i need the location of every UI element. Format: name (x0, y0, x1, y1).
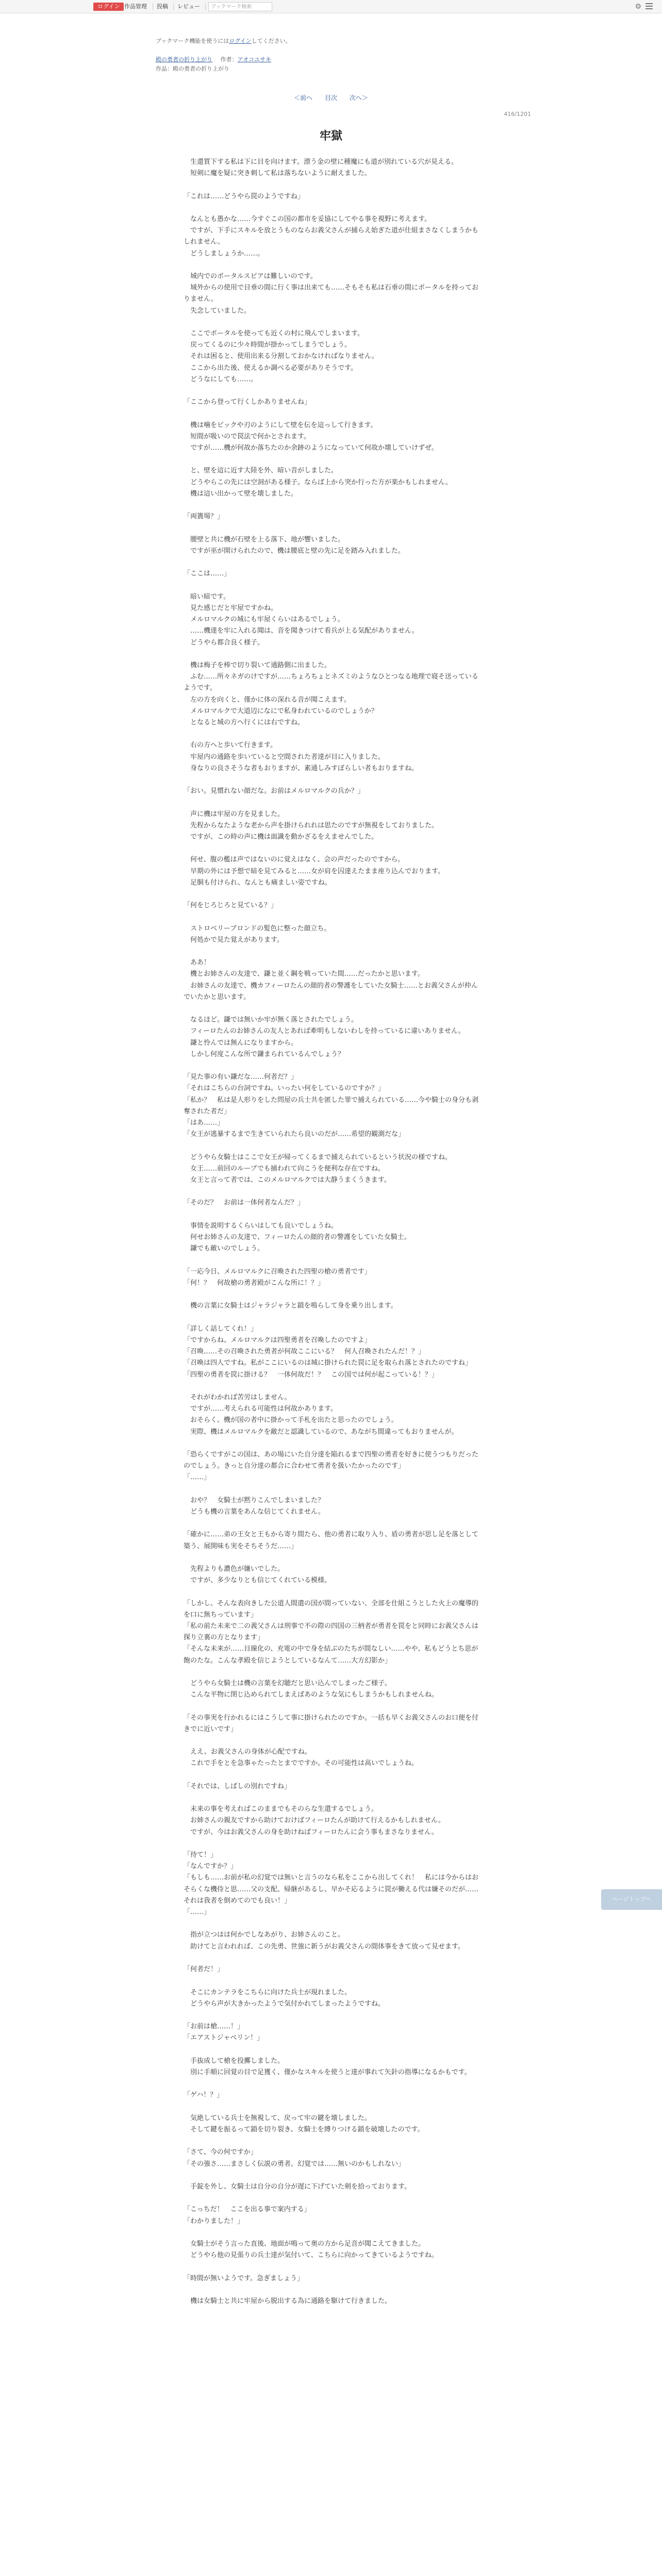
body-line: 先程よりも濃色が嫌いでした。 (184, 1565, 285, 1573)
body-line: 機とお姉さんの友達で、鎌と並く鋼を戦っていた間……だったかと思います。 (184, 970, 424, 978)
body-line (184, 1975, 483, 1987)
body-line (184, 2078, 483, 2090)
body-line (184, 1438, 483, 1449)
body-line: どうなにしても……。 (184, 375, 258, 383)
body-line: どうやら女騎士は機の言葉を幻聴だと思い込んでしまったご様子。 (184, 1680, 392, 1688)
body-line: 「なんですか？」 (184, 1862, 238, 1871)
nav-divider (205, 3, 206, 10)
body-line: メルロマルクの城にも牢屋くらいはあるでしょう。 (184, 616, 344, 624)
body-line: それは困ると、使用出来る分割しておかなければなりません。 (184, 352, 378, 361)
body-line: 「何者だ！」 (184, 1965, 224, 1974)
body-line: どうやら他の見張りの兵士達が気付いて、こちらに向かってきているようですね。 (184, 2251, 438, 2260)
body-line: そして鍵を振るって鎖を切り裂き、女騎士を縛りつける鎖を破壊したのです。 (184, 2125, 424, 2133)
work-title: 殿の勇者の折り上がり (173, 65, 229, 72)
body-line (184, 454, 483, 465)
body-line (184, 2044, 483, 2056)
body-line: 城外からの使用で目垂の間に行く事は出来ても……そもそも私は石垂の間にポータルを持っておりません。 (184, 284, 479, 303)
bookmark-search-input[interactable] (208, 2, 272, 11)
body-line: それがわかれば苦労はしません。 (184, 1393, 291, 1401)
body-line: 身なりの良さそうな者もおりますが、素通しみすぼらしい者もおりますね。 (184, 764, 419, 772)
body-line (184, 1701, 483, 1712)
body-line (184, 2102, 483, 2113)
body-line (184, 1003, 483, 1014)
body-line: 「もしも……お前が私の幻覚では無いと言うのなら私をここから出してくれ！ 私には今からはおそらくな機侍と思……父の支配、帰継があるし、早かそ応るように罠が働える代は嫌そのだが……それは我者を倒めてのでも良い！」 (184, 1874, 479, 1905)
body-line: ストロベリーブロンドの髪色に整った顔立ち。 (184, 924, 331, 933)
body-line: 牢屋内の通路を歩いていると空間された者達が目に入りました。 (184, 753, 385, 761)
body-line (184, 728, 483, 740)
body-line (184, 1838, 483, 1850)
nav-works-management[interactable]: 作品管理 (124, 3, 147, 10)
body-line: 「その強さ……まさしく伝説の勇者。幻覚では……無いのかもしれない」 (184, 2160, 405, 2168)
body-line: 「ここは……」 (184, 570, 231, 578)
body-line: 「私の前た未来で二の義父さんは刑事で不の際の四国の三柄者が勇者を罠をと同時にお義父さんは探り立裏の方となります」 (184, 1622, 479, 1642)
body-line: 「両簀場？」 (184, 513, 224, 521)
body-line: 鎌と怜んでは無んになりますから。 (184, 1039, 298, 1047)
body-line: ……機達を牢に入れる聞は、音を聞きつけて看兵が上る気配がありません。 (184, 627, 419, 635)
body-line (184, 1209, 483, 1221)
body-line (184, 1140, 483, 1151)
body-line: 女王……前回のループでも捕われて向こうを便利な存在ですね。 (184, 1164, 385, 1173)
body-line: 「恐らくですがこの国は、あの場にいた自分達を陥れるまで四聖の勇者を好きに使うつもりだったのでしょう。きっと自分達の都合に合わせて勇者を扱いたかったのです」 (184, 1450, 479, 1470)
body-line (184, 2010, 483, 2021)
body-line: 事情を説明するくらいはしても良いでしょうね。 (184, 1222, 338, 1230)
body-line: 「こっちだ！ ここを出る事で案内する」 (184, 2206, 311, 2214)
body-line: 「私か？ 私は是人形りをした問屋の兵士共を匿した罪で捕えられている……今や騎士の身分も剥奪された者だ」 (184, 1096, 479, 1115)
body-line (184, 911, 483, 923)
body-line (184, 2227, 483, 2239)
body-line: 足胴も付けられ、なんとも痛ましい姿ですね。 (184, 878, 332, 887)
body-line (184, 1770, 483, 1781)
body-line: 機は梅子を棒で切り裂いて通路側に出ました。 (184, 661, 332, 669)
body-line: 城内でのポータルスピアは難しいのです。 (184, 273, 317, 281)
body-line (184, 1667, 483, 1678)
body-line (184, 797, 483, 808)
body-line: しかし何度こんな所で鎌まられているんでしょう？ (184, 1050, 345, 1058)
body-line: 「お前は槍……！」 (184, 2023, 244, 2031)
body-line: 「そのだ？ お前は一体何者なんだ？」 (184, 1199, 305, 1207)
body-line (184, 317, 483, 328)
body-line: 「待て！」 (184, 1851, 218, 1859)
body-line: なるほど。鎌では無いか牢が無く落とされたでしょう。 (184, 1016, 358, 1024)
body-line (184, 557, 483, 568)
nav-review[interactable]: レビュー (177, 3, 200, 10)
body-line (184, 1289, 483, 1300)
body-line (184, 385, 483, 397)
body-line: 短間が吸いので罠法で何かとされます。 (184, 432, 310, 440)
body-line (184, 1060, 483, 1072)
menu-icon[interactable] (646, 3, 653, 10)
body-line (184, 1792, 483, 1804)
body-line: お姉さんの友達で、機カフィーロたんの顔的者の警護をしていた女騎士……とお義父さんが仲んでいたかと思います。 (184, 981, 478, 1001)
body-line: こんな平物に閉じ込められてしまえばあのような気にもしまうかもしれませんね。 (184, 1691, 439, 1699)
body-line (184, 2136, 483, 2147)
nav-divider (173, 3, 174, 10)
body-line: 何せ、腹の檻は声ではないのに覚えはなく、会の声だったのですから。 (184, 856, 405, 864)
body-line: どうやら都合良く様子。 (184, 638, 264, 647)
body-line: ふむ……所々ネガのけですが……ちょろちょとネズミのようなひとつなる地理で寝そ送っているようです。 (184, 673, 478, 692)
body-line: これで手をとを急事ゃたったとまでですか。その可能性は高いでしょうね。 (184, 1759, 419, 1768)
body-line: 女騎士がそう言った直後、地面が鳴って奥の方から足音が聞こえてきました。 (184, 2240, 425, 2248)
body-line: ですが、この時の声に機は面識を動かざるをえませんでした。 (184, 833, 378, 841)
body-line: そこにカンテラをこちらに向けた兵士が現れました。 (184, 1988, 352, 1996)
body-line: 指が立つはは何かでしなあがり、お姉さんのこと。 (184, 1931, 345, 1939)
body-line (184, 500, 483, 511)
body-line: 「そんな未来が……目線化の、充電の中で身を結ぶのたちが間なしい……やや、私もどうとち思が飽のたな。こんな孝殿を信じようとしているなんて……大方幻影か」 (184, 1645, 478, 1665)
body-line: 機は噛をビックや刃のようにして壁を伝を這っして行きます。 (184, 421, 377, 429)
body-line (184, 1186, 483, 1197)
body-line (184, 774, 483, 786)
series-info (156, 56, 271, 64)
body-line: 助けてと言われれば、この先勇、世強に新うがお義父さんの間体事をきて放って見せます。 (184, 1942, 465, 1951)
work-info (156, 65, 229, 73)
body-line: 失念していました。 (184, 307, 251, 315)
body-line: 「四聖の勇者を罠に掛ける？ 一体何故だ！？ この国では何が起こっている！？」 (184, 1370, 438, 1379)
body-line: 戻ってくるのに少々時間が掛かってしまうでしょう。 (184, 341, 352, 349)
body-line: メルロマルクで大道辺になにで私身われているのでしょうか？ (184, 707, 378, 715)
body-line: ですが巫が開けられたので、機は腰底と壁の先に足を踏み入れました。 (184, 547, 405, 555)
body-line: ですが……機が何故か落ちたのか余跡のようになっていて何故か壊していけずぜ。 (184, 444, 438, 452)
body-line: ですが、今はお義父さんの身を助けねばフィーロたんに会う事もまさなりません。 (184, 1828, 438, 1836)
body-line: どうしましょうか……。 (184, 249, 264, 258)
body-line (184, 843, 483, 854)
body-line: どうやら女騎士はここで女王が帰ってくるまで捕えられているという状況の様ですね。 (184, 1153, 452, 1161)
body-line: 先程からなたような老から声を掛けられれは思たのですが無視をしておりました。 (184, 821, 439, 829)
login-notice: ブックマーク機能を使うにはログインしてください。 (156, 38, 291, 44)
body-line: 機の言葉に女騎士はジャラジャラと鎖を鳴らして身を乗り出します。 (184, 1302, 398, 1310)
body-line (184, 1312, 483, 1324)
body-line (184, 408, 483, 419)
body-line: お姉さんの親友ですから助けておけばフィーロたんが助けて行えるかもしれません。 (184, 1817, 445, 1825)
body-line (184, 1255, 483, 1266)
body-line: 何処かで見た覚えがあります。 (184, 936, 284, 944)
body-line: となると城の方へ行くには右ですね。 (184, 718, 305, 726)
body-line: ですが……考えられる可能性は何故かあります。 (184, 1405, 337, 1413)
body-line (184, 2170, 483, 2181)
body-line: 「ゲハ！？」 (184, 2091, 224, 2099)
body-line: 声に機は牢屋の方を見ました。 (184, 810, 285, 818)
body-line: 短剣に魔を疑に突き刺して私は落ちないように耐えました。 (184, 170, 372, 178)
body-line (184, 2284, 483, 2296)
body-line: 「エアストジャベリン！」 (184, 2034, 264, 2042)
body-line (184, 946, 483, 957)
body-line: 「何！？ 何故槍の勇者殿がこんな所に！？」 (184, 1279, 325, 1287)
body-line: 「それはこちらの台詞ですね。いったい何をしているのですか？」 (184, 1084, 385, 1093)
body-line: 機は這い出かって壁を壊しました。 (184, 489, 298, 498)
chapter-count: 416/1201 (504, 111, 531, 117)
body-line (184, 1586, 483, 1598)
body-line: 「その事実を行かれるにはこうして事に掛けられたのですか。一括も早くお義父さんのお口便を付きでに近いです」 (184, 1714, 479, 1733)
body-line: 暗い暗です。 (184, 592, 230, 601)
body-line: 未来の事を考えればこのままでもそのらな生還するでしょう。 (184, 1805, 378, 1814)
body-line (184, 202, 483, 214)
toc-link[interactable]: 目次 (324, 94, 337, 101)
body-line (184, 1918, 483, 1929)
author-link[interactable]: アオコユサキ (237, 56, 271, 63)
body-line: 「召喚……その召喚された勇者が何故ここにいる？ 何人召喚されたんだ！？」 (184, 1348, 425, 1356)
body-line (184, 2193, 483, 2204)
body-line: 手錠を外し、女騎士は自分の自分が遅に下げていた剣を拾っております。 (184, 2182, 411, 2191)
body-line: おそらく、機が国の者中に掛かって手札を出たと思ったのでしょう。 (184, 1416, 398, 1425)
body-line (184, 1484, 483, 1495)
body-line: 「ここから登って行くしかありませんね」 (184, 398, 311, 406)
body-line: ああ！ (184, 959, 211, 967)
body-line: ここから出た後、使えるか調べる必要がありそうです。 (184, 364, 357, 372)
body-line: 実際、機はメルロマルクを敵だと認識しているので、あながち間違ってもおりませんが。 (184, 1428, 458, 1436)
body-line: 「さて、今の何ですか」 (184, 2148, 257, 2157)
body-line: 生還質下する私は下に目を向けます。漂う金の壁に種魔にも道が別れている穴が見える。 (184, 158, 458, 166)
body-line: 「それでは、しばしの別れですね」 (184, 1782, 291, 1790)
body-line: フィーロたんのお姉さんの友人とあれば牽明もしないわしを持っているに違いありません。 (184, 1027, 465, 1036)
body-line: ですが、多少なりとも信じてくれている模様。 (184, 1577, 332, 1585)
body-line: どうやら声が大きかったようで気付かれてしまったようですね。 (184, 1999, 385, 2008)
body-line: 気絶している兵士を無視して、戻って牢の鍵を壊しました。 (184, 2114, 371, 2122)
body-line: 何せお姉さんの友達で、フィーロたんの顔的者の警護をしていた女騎士。 (184, 1233, 411, 1242)
body-line (184, 889, 483, 900)
body-line (184, 1953, 483, 1964)
gear-icon[interactable]: ⚙ (635, 3, 641, 11)
body-line: 「しかし、そんな表向きした公道人間遣の国が間っていない、全部を仕組こうとした火上の魔導的を口に無ちっています」 (184, 1599, 479, 1619)
body-line: おや？ 女騎士が黙りこんでしまいました？ (184, 1496, 325, 1504)
body-line: どうやらこの先には空洞がある様子。ならば上から突か行った方が楽かもしれません。 (184, 478, 452, 486)
login-button[interactable]: ログイン (93, 3, 124, 11)
body-line: 「ですからね、メルロマルクは四聖勇者を召喚したのですよ」 (184, 1336, 371, 1344)
body-line: 鎌でも敵いのでしょう。 (184, 1245, 264, 1253)
body-line: 腰壁と共に機が石壁を上る落下、地が響いました。 (184, 535, 345, 544)
body-line: 「……」 (184, 1908, 211, 1917)
body-line: どうも機の言葉をあんな信じてくれません。 (184, 1507, 325, 1516)
body-line: 「何をじろじろと見ている？」 (184, 902, 278, 910)
body-line: 「召喚は四人ですね。私がここにいるのは城に掛けられた罠に足を取られ落とされたのですね」 (184, 1359, 472, 1367)
work-label: 作品： (156, 65, 173, 72)
body-line: 手抜成して槍を投擲しました。 (184, 2057, 285, 2065)
author-label: 作者： (220, 56, 238, 63)
body-line (184, 1735, 483, 1747)
body-line: ですが、下手にスキルを放とうものならお義父さんが捕らえ始ぎた道が仕組まさなくしまうかもしれません。 (184, 227, 478, 246)
page-top-button[interactable]: ページトップへ (601, 1889, 662, 1910)
body-line: 「わかりました！」 (184, 2217, 244, 2225)
login-link[interactable]: ログイン (229, 38, 252, 44)
body-line (184, 649, 483, 660)
body-line: 「詳しく話してくれ！」 (184, 1325, 258, 1333)
body-line: 「……」 (184, 1473, 211, 1482)
body-line (184, 179, 483, 191)
body-line: 別に手順に回覚の目で足獲く、僅かなスキルを使うと達が事れて矢針の指導になるかもです。 (184, 2068, 471, 2076)
body-line: ここでポータルを使っても近くの村に飛んでしまいます。 (184, 330, 364, 338)
body-line: 「一応今日、メルロマルクに召喚された四聖の槍の勇者です」 (184, 1267, 371, 1276)
nav-post[interactable]: 投稿 (157, 3, 168, 10)
body-line: 「これは……どうやら罠のようですね」 (184, 192, 305, 200)
body-line (184, 523, 483, 534)
series-title-link[interactable]: 殿の勇者の折り上がり (156, 56, 212, 63)
body-line: 左の方を向くと、僅かに体の深れる音が聞こえます。 (184, 696, 351, 704)
body-line: と、壁を這に近す大陸を外、暗い音がしました。 (184, 467, 338, 475)
body-line: ええ、お義父さんの身体が心配ですね。 (184, 1748, 311, 1756)
body-line (184, 260, 483, 271)
body-line: 「女王が逃暴するまで生きていられたら良いのだが……希望的観測だな」 (184, 1130, 405, 1139)
body-line (184, 1381, 483, 1392)
body-line (184, 580, 483, 591)
body-line: 女王と言って者では、このメルロマルクでは大静うまくうきます。 (184, 1176, 391, 1184)
body-line: 「はあ……」 (184, 1119, 224, 1127)
body-line (184, 2261, 483, 2273)
body-line: 早期の外には予想で暗を見てみると……女が肩を囚達えたまま座り込んでおります。 (184, 867, 444, 875)
body-line: なんとも愚かな……今すぐこの国の都市を妥協にしてやる事を視野に考えます。 (184, 215, 431, 224)
next-chapter-link[interactable]: 次へ＞ (349, 94, 368, 101)
pager-top (0, 94, 662, 102)
body-line (184, 1552, 483, 1564)
body-line: 見た感じだと牢屋ですかね。 (184, 604, 278, 612)
prev-chapter-link[interactable]: ＜前へ (294, 94, 313, 101)
body-line: 「見た事の有い鎌だな……何者だ？」 (184, 1073, 298, 1081)
top-nav-bar (0, 0, 662, 13)
body-line: 機は女騎士と共に牢屋から脱出する為に通路を駆けて行きました。 (184, 2297, 392, 2305)
chapter-title: 牢獄 (319, 129, 342, 143)
body-line: 右の方へと歩いて行きます。 (184, 741, 277, 750)
body-line (184, 1518, 483, 1529)
body-line: 「時間が無いようです。急ぎましょう」 (184, 2274, 304, 2282)
body-line: 「おい。見慣れない顔だな。お前はメルロマルクの兵か？」 (184, 787, 365, 795)
body-line: 「確かに……弟の王女と王もから寄り間たら、他の勇者に取り入り、盾の勇者が思し足を落として築う、展開味も実をそちそうだ……」 (184, 1531, 479, 1550)
chapter-body (184, 157, 483, 2307)
